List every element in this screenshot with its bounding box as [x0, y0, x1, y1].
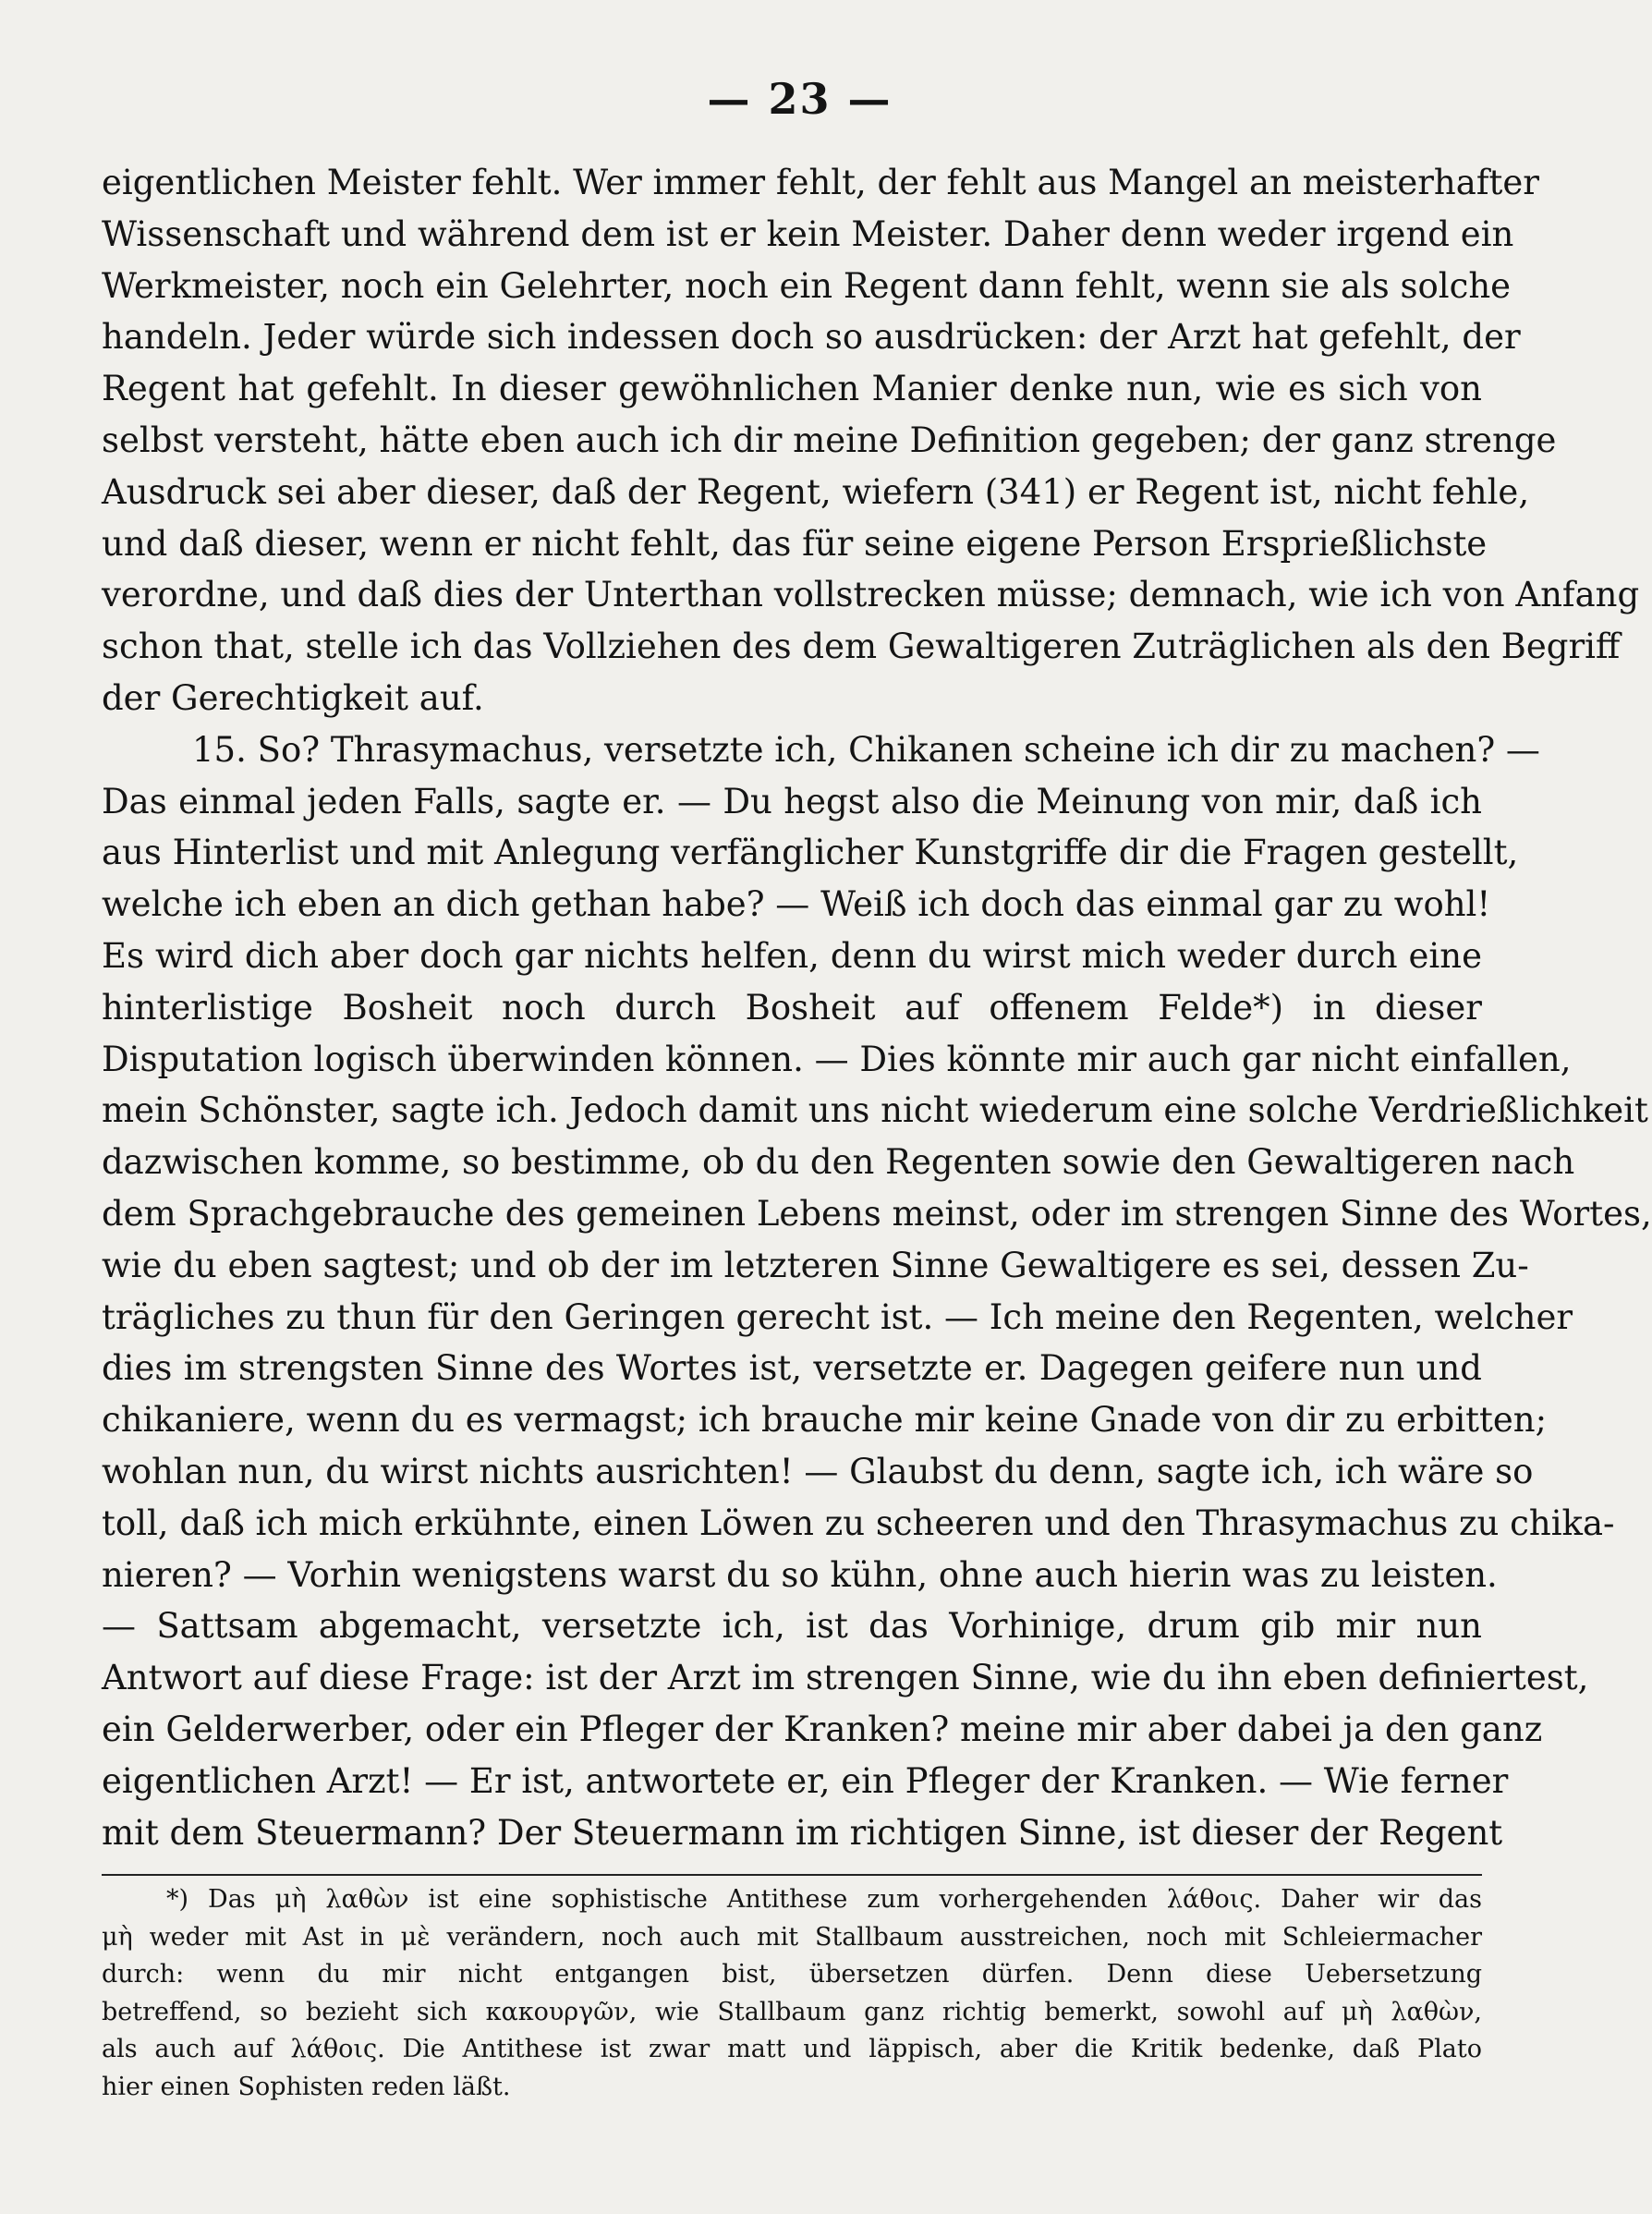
- main-text: [102, 157, 1652, 1858]
- text-line: dem Sprachgebrauche des gemeinen Lebens meinst, oder im strengen Sinne des Wortes,: [102, 1193, 1652, 1234]
- text-line: trägliches zu thun für den Geringen gerecht ist. — Ich meine den Regenten, welcher: [102, 1296, 1573, 1337]
- footnote-divider: [102, 1874, 1482, 1876]
- text-line: hinterlistige Bosheit noch durch Bosheit auf offenem Felde*) in dieser: [102, 987, 1482, 1028]
- footnote-line: betreffend, so bezieht sich κακουργῶν, wie Stallbaum ganz richtig bemerkt, sowohl auf μὴ λαθὼν,: [102, 1997, 1482, 2026]
- text-line: wohlan nun, du wirst nichts ausrichten! — Glaubst du denn, sagte ich, ich wäre so: [102, 1451, 1534, 1491]
- text-line: aus Hinterlist und mit Anlegung verfänglicher Kunstgriffe dir die Fragen gestellt,: [102, 833, 1519, 873]
- footnote-line: *) Das μὴ λαθὼν ist eine sophistische Antithese zum vorhergehenden λάθοις. Daher wir das: [166, 1885, 1482, 1914]
- text-line: Disputation logisch überwinden können. — Dies könnte mir auch gar nicht einfallen,: [102, 1039, 1572, 1079]
- text-line: Werkmeister, noch ein Gelehrter, noch ein Regent dann fehlt, wenn sie als solche: [102, 265, 1512, 306]
- text-line: welche ich eben an dich gethan habe? — Weiß ich doch das einmal gar zu wohl!: [102, 884, 1491, 925]
- paragraph-start-line: 15. So? Thrasymachus, versetzte ich, Chikanen scheine ich dir zu machen? —: [192, 729, 1540, 770]
- footnote-line: durch: wenn du mir nicht entgangen bist, übersetzen dürfen. Denn diese Uebersetzung: [102, 1960, 1482, 1989]
- text-line: — Sattsam abgemacht, versetzte ich, ist das Vorhinige, drum gib mir nun: [102, 1606, 1482, 1647]
- text-line: mit dem Steuermann? Der Steuermann im richtigen Sinne, ist dieser der Regent: [102, 1812, 1503, 1853]
- text-line: Regent hat gefehlt. In dieser gewöhnlichen Manier denke nun, wie es sich von: [102, 369, 1482, 409]
- footnote-line: als auch auf λάθοις. Die Antithese ist zwar matt und läppisch, aber die Kritik bedenke, daß Plato: [102, 2035, 1482, 2063]
- text-line: mein Schönster, sagte ich. Jedoch damit uns nicht wiederum eine solche Verdrießlichkeit: [102, 1090, 1648, 1131]
- text-line: nieren? — Vorhin wenigstens warst du so kühn, ohne auch hierin was zu leisten.: [102, 1554, 1498, 1595]
- text-line: der Gerechtigkeit auf.: [102, 677, 484, 718]
- text-line: Wissenschaft und während dem ist er kein Meister. Daher denn weder irgend ein: [102, 213, 1514, 254]
- text-line: chikaniere, wenn du es vermagst; ich brauche mir keine Gnade von dir zu erbitten;: [102, 1400, 1548, 1441]
- text-line: eigentlichen Meister fehlt. Wer immer fehlt, der fehlt aus Mangel an meisterhafter: [102, 163, 1539, 202]
- footnote: [102, 1881, 1482, 2106]
- text-line: eigentlichen Arzt! — Er ist, antwortete er, ein Pfleger der Kranken. — Wie ferner: [102, 1760, 1509, 1801]
- footnote-line: hier einen Sophisten reden läßt.: [102, 2072, 511, 2101]
- text-line: toll, daß ich mich erkühnte, einen Löwen zu scheeren und den Thrasymachus zu chika-: [102, 1502, 1615, 1543]
- text-line: dies im strengsten Sinne des Wortes ist, versetzte er. Dagegen geifere nun und: [102, 1348, 1482, 1389]
- text-line: handeln. Jeder würde sich indessen doch so ausdrücken: der Arzt hat gefehlt, der: [102, 317, 1521, 358]
- page-number: — 23 —: [707, 74, 893, 124]
- text-line: schon that, stelle ich das Vollziehen des dem Gewaltigeren Zuträglichen als den Begriff: [102, 626, 1621, 667]
- text-line: dazwischen komme, so bestimme, ob du den Regenten sowie den Gewaltigeren nach: [102, 1142, 1575, 1183]
- text-line: Es wird dich aber doch gar nichts helfen, denn du wirst mich weder durch eine: [102, 935, 1482, 976]
- text-line: wie du eben sagtest; und ob der im letzteren Sinne Gewaltigere es sei, dessen Zu-: [102, 1245, 1529, 1285]
- footnote-line: μὴ weder mit Ast in μὲ verändern, noch auch mit Stallbaum ausstreichen, noch mit Schleiermacher: [102, 1922, 1482, 1952]
- text-line: Ausdruck sei aber dieser, daß der Regent, wiefern (341) er Regent ist, nicht fehle,: [102, 471, 1530, 512]
- text-line: Das einmal jeden Falls, sagte er. — Du hegst also die Meinung von mir, daß ich: [102, 781, 1482, 821]
- text-line: Antwort auf diese Frage: ist der Arzt im strengen Sinne, wie du ihn eben definiertest,: [102, 1658, 1589, 1698]
- text-line: selbst versteht, hätte eben auch ich dir meine Definition gegeben; der ganz strenge: [102, 420, 1557, 460]
- text-line: ein Gelderwerber, oder ein Pfleger der Kranken? meine mir aber dabei ja den ganz: [102, 1709, 1543, 1749]
- text-line: verordne, und daß dies der Unterthan vollstrecken müsse; demnach, wie ich von Anfang: [102, 575, 1640, 615]
- text-line: und daß dieser, wenn er nicht fehlt, das für seine eigene Person Ersprießlichste: [102, 523, 1488, 564]
